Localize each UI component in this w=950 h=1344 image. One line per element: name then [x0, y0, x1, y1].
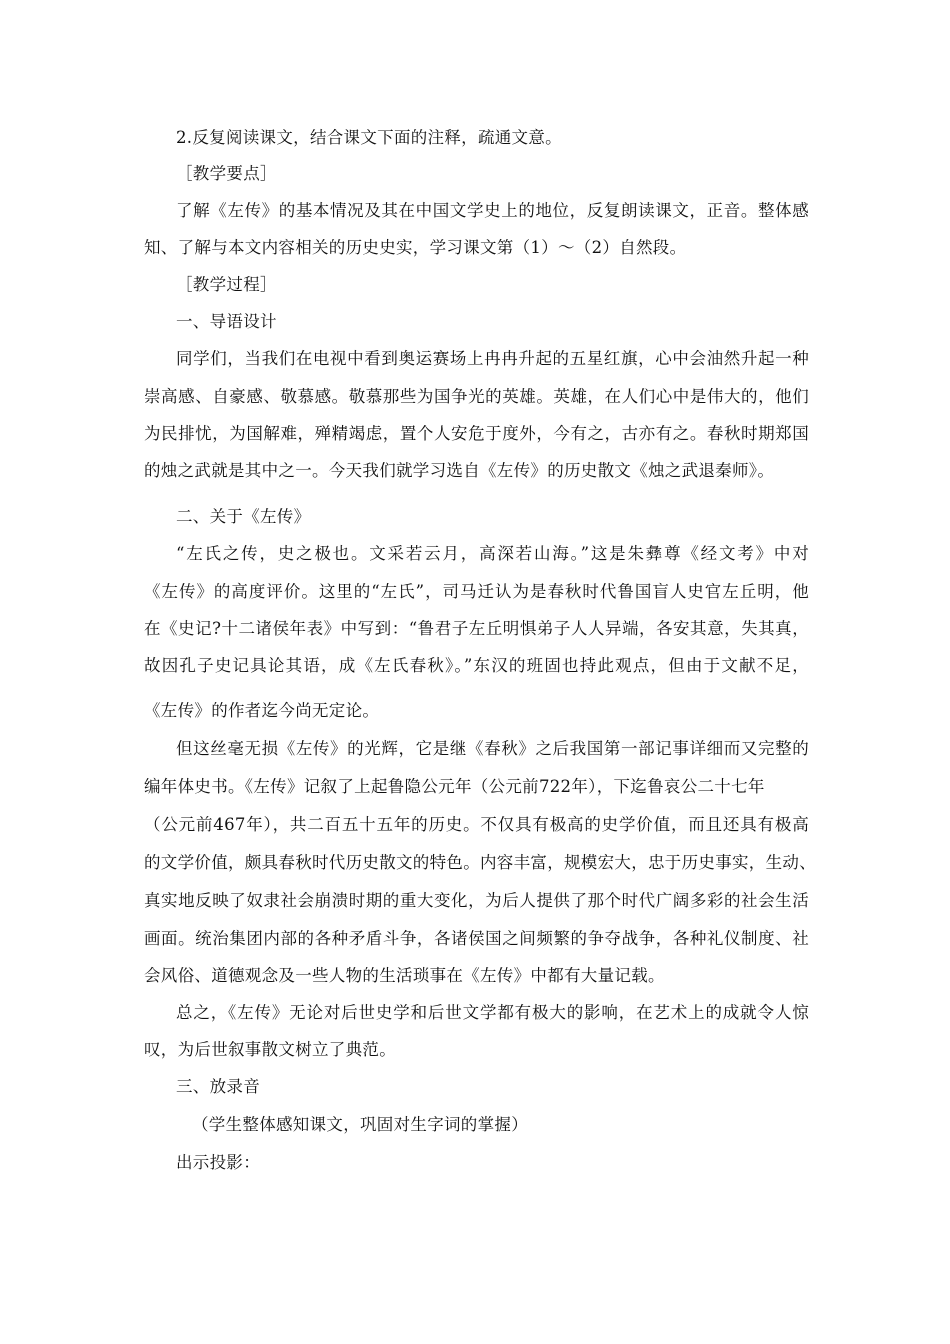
line: 知、了解与本文内容相关的历史史实，学习课文第（1）～（2）自然段。: [144, 238, 687, 257]
line: 总之，《左传》无论对后世史学和后世文学都有极大的影响，在艺术上的成就令人惊: [176, 1003, 809, 1022]
section-heading: 一、导语设计: [176, 312, 277, 331]
line: 编年体史书。《左传》记叙了上起鲁隐公元年（公元前722年），下迄鲁哀公二十七年: [144, 777, 765, 796]
line: 叹，为后世叙事散文树立了典范。: [144, 1040, 396, 1059]
section-heading: ［教学要点］: [176, 164, 277, 183]
line: （学生整体感知课文，巩固对生字词的掌握）: [192, 1115, 528, 1134]
line: 了解《左传》的基本情况及其在中国文学史上的地位，反复朗读课文，正音。整体感: [176, 201, 809, 220]
line: 故因孔子史记具论其语，成《左氏春秋》。”东汉的班固也持此观点，但由于文献不足，: [144, 656, 809, 675]
section-heading: 三、放录音: [176, 1077, 260, 1096]
line: “左氏之传，史之极也。文采若云月，高深若山海。”这是朱彝尊《经文考》中对: [176, 544, 809, 563]
section-heading: 二、关于《左传》: [176, 507, 311, 526]
line: 在《史记?十二诸侯年表》中写到：“鲁君子左丘明惧弟子人人异端，各安其意，失其真，: [144, 619, 809, 638]
line: 会风俗、道德观念及一些人物的生活琐事在《左传》中都有大量记载。: [144, 966, 665, 985]
section-heading: ［教学过程］: [176, 275, 277, 294]
line: 的文学价值，颇具春秋时代历史散文的特色。内容丰富，规模宏大，忠于历史事实，生动、: [144, 853, 816, 872]
line: 真实地反映了奴隶社会崩溃时期的重大变化，为后人提供了那个时代广阔多彩的社会生活: [144, 891, 809, 910]
line: 为民排忧，为国解难，殚精竭虑，置个人安危于度外，今有之，古亦有之。春秋时期郑国: [144, 424, 809, 443]
line: 出示投影：: [176, 1153, 260, 1172]
line: 《左传》的作者迄今尚无定论。: [144, 701, 380, 720]
line: 但这丝毫无损《左传》的光辉，它是继《春秋》之后我国第一部记事详细而又完整的: [176, 739, 809, 758]
line: 2.反复阅读课文，结合课文下面的注释，疏通文意。: [176, 128, 562, 147]
line: 崇高感、自豪感、敬慕感。敬慕那些为国争光的英雄。英雄，在人们心中是伟大的，他们: [144, 387, 809, 406]
line: （公元前467年），共二百五十五年的历史。不仅具有极高的史学价值，而且还具有极高: [144, 815, 809, 834]
line: 《左传》的高度评价。这里的“左氏”，司马迁认为是春秋时代鲁国盲人史官左丘明，他: [144, 582, 809, 601]
line: 画面。统治集团内部的各种矛盾斗争，各诸侯国之间频繁的争夺战争，各种礼仪制度、社: [144, 929, 809, 948]
line: 同学们，当我们在电视中看到奥运赛场上冉冉升起的五星红旗，心中会油然升起一种: [176, 349, 809, 368]
line: 的烛之武就是其中之一。今天我们就学习选自《左传》的历史散文《烛之武退秦师》。: [144, 461, 775, 480]
